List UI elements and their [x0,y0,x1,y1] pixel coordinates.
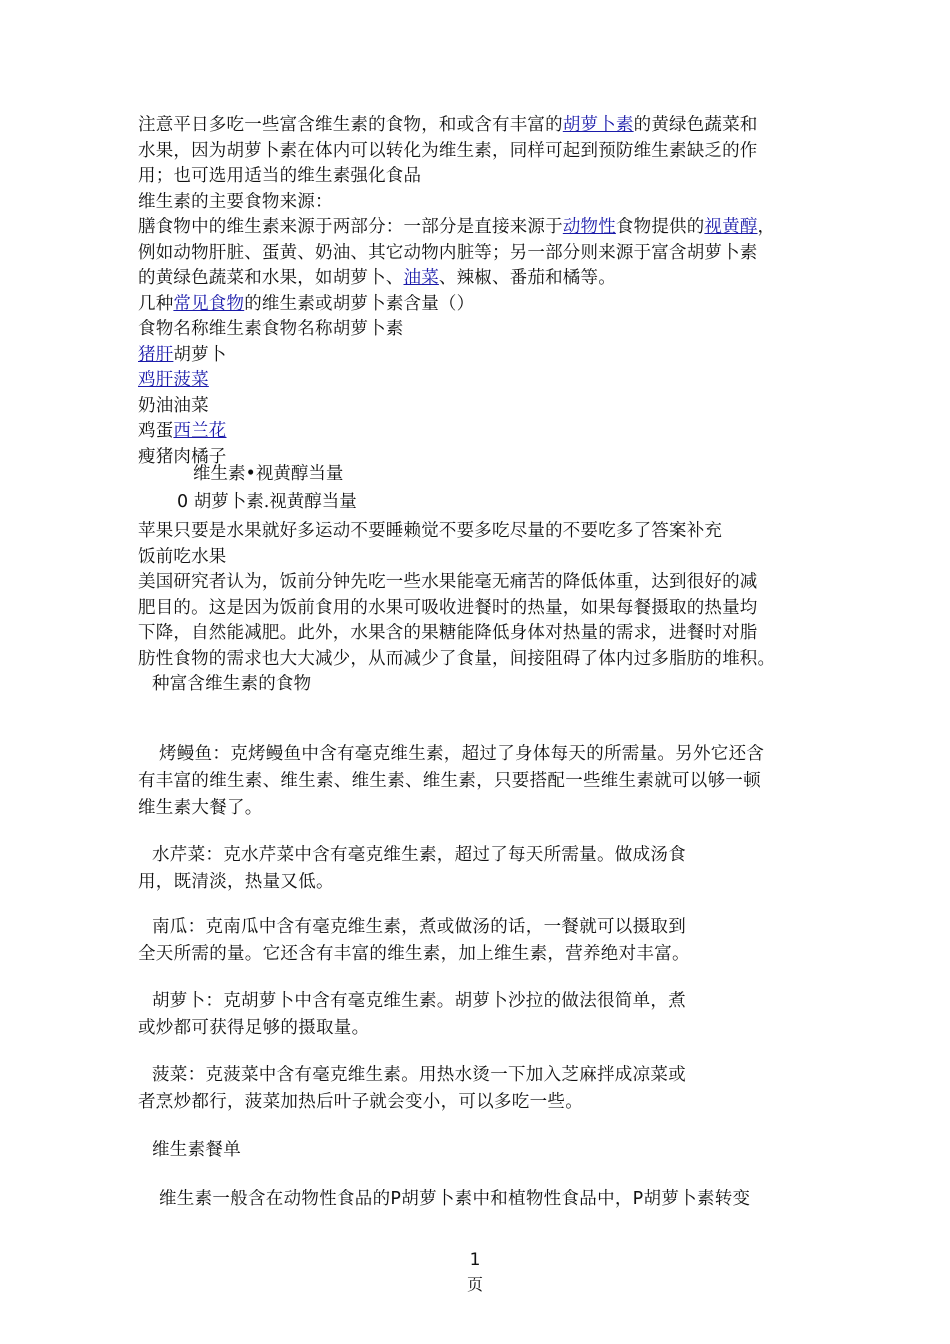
pumpkin-paragraph: 南瓜：克南瓜中含有毫克维生素，煮或做汤的话，一餐就可以摄取到 全天所需的量。它还含有丰富的维生素，加上维生素，营养绝对丰富。 [138,917,690,964]
link-pig-liver[interactable]: 猪肝 [138,344,174,365]
link-chicken-liver-spinach[interactable]: 鸡肝菠菜 [138,370,209,390]
sources-line-2: 例如动物肝脏、蛋黄、奶油、其它动物内脏等；另一部分则来源于富含胡萝卜素 [138,242,758,263]
table-row-3: 奶油油菜 [138,395,209,416]
page-label: 页 [466,1275,483,1294]
link-retinol[interactable]: 视黄醇 [704,217,758,237]
apple-block [138,519,818,698]
eel-paragraph: 烤鳗鱼：克烤鳗鱼中含有毫克维生素，超过了身体每天的所需量。另外它还含 有丰富的维生素、维生素、维生素、维生素，只要搭配一些维生素就可以够一顿 维生素大餐了。 [138,744,765,818]
apple-para-2: 肥目的。这是因为饭前食用的水果可吸收进餐时的热量，如果每餐摄取的热量均 [138,597,758,618]
spinach-paragraph: 菠菜：克菠菜中含有毫克维生素。用热水烫一下加入芝麻拌成凉菜或 者烹炒都行，菠菜加热后叶子就会变小，可以多吃一些。 [138,1065,686,1112]
intro-line-3: 用；也可选用适当的维生素强化食品 [138,166,422,186]
sources-line-1: 膳食物中的维生素来源于两部分：一部分是直接来源于动物性食物提供的视黄醇， [138,217,776,237]
page-number: 1 [469,1250,481,1270]
sources-line-4: 几种常见食物的维生素或胡萝卜素含量（） [138,293,475,314]
table-row-2 [138,368,818,394]
intro-line-2: 水果，因为胡萝卜素在体内可以转化为维生素，同样可起到预防维生素缺乏的作 [138,140,758,161]
apple-para-3: 下降，自然能减肥。此外，水果含的果糖能降低身体对热量的需求，进餐时对脂 [138,623,758,643]
link-rapeseed[interactable]: 油菜 [403,268,439,288]
link-carotene[interactable]: 胡萝卜素 [562,115,634,135]
link-common-food[interactable]: 常见食物 [173,293,245,314]
unit-line-2: 0 胡萝卜素.视黄醇当量 [177,492,357,512]
last-paragraph: 维生素一般含在动物性食品的P胡萝卜素中和植物性食品中，P胡萝卜素转变 [159,1189,751,1209]
table-row-5: 瘦猪肉橘子 [138,446,227,467]
unit-line-1: 维生素•视黄醇当量 [193,464,344,484]
intro-line-1: 注意平日多吃一些富含维生素的食物，和或含有丰富的胡萝卜素的黄绿色蔬菜和 [138,115,758,135]
apple-line-2: 饭前吃水果 [138,546,227,567]
intro-block [138,113,818,470]
menu-title: 维生素餐单 [152,1140,241,1160]
apple-para-5: 种富含维生素的食物 [152,674,312,694]
sources-line-3: 的黄绿色蔬菜和水果，如胡萝卜、油菜、辣椒、番茄和橘等。 [138,268,616,288]
link-animal[interactable]: 动物性 [562,217,616,237]
apple-para-4: 肪性食物的需求也大大减少，从而减少了食量，间接阻碍了体内过多脂肪的堆积。 [138,648,776,669]
sources-heading: 维生素的主要食物来源： [138,191,333,212]
cress-paragraph: 水芹菜：克水芹菜中含有毫克维生素，超过了每天所需量。做成汤食 用，既清淡，热量又低。 [138,845,686,892]
apple-para-1: 美国研究者认为，饭前分钟先吃一些水果能毫无痛苦的降低体重，达到很好的减 [138,572,758,592]
link-broccoli[interactable]: 西兰花 [173,421,227,441]
apple-line-1: 苹果只要是水果就好多运动不要睡赖觉不要多吃尽量的不要吃多了答案补充 [138,521,723,541]
table-header: 食物名称维生素食物名称胡萝卜素 [138,319,404,339]
table-row-1: 猪肝胡萝卜 [138,344,227,365]
carrot-paragraph: 胡萝卜：克胡萝卜中含有毫克维生素。胡萝卜沙拉的做法很简单，煮 或炒都可获得足够的摄取量。 [138,991,686,1038]
table-row-4: 鸡蛋西兰花 [138,421,227,441]
